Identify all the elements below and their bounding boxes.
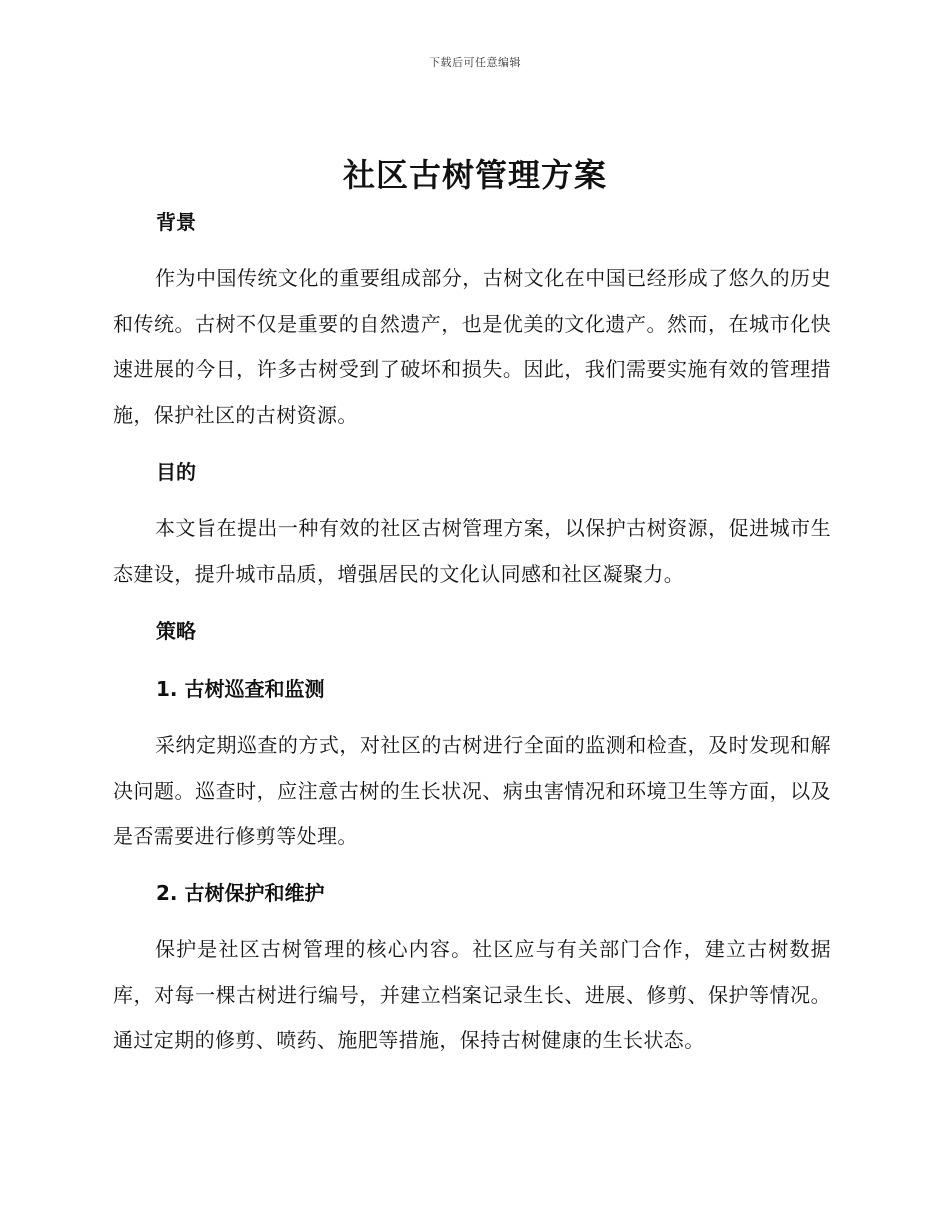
- section-heading: 2. 古树保护和维护: [156, 881, 325, 905]
- section-purpose-body: [113, 506, 831, 597]
- section-heading: 目的: [156, 460, 196, 484]
- section-purpose-heading: [113, 457, 831, 487]
- paragraph: 本文旨在提出一种有效的社区古树管理方案，以保护古树资源，促进城市生态建设，提升城市品质，增强居民的文化认同感和社区凝聚力。: [113, 516, 831, 586]
- document-title: 社区古树管理方案: [342, 156, 607, 194]
- section-item2-heading: [113, 878, 831, 908]
- section-heading: 背景: [156, 210, 196, 234]
- paragraph: 采纳定期巡查的方式，对社区的古树进行全面的监测和检查，及时发现和解决问题。巡查时，应注意古树的生长状况、病虫害情况和环境卫生等方面，以及是否需要进行修剪等处理。: [113, 733, 831, 848]
- section-strategy-heading: [113, 616, 831, 646]
- paragraph: 保护是社区古树管理的核心内容。社区应与有关部门合作，建立古树数据库，对每一棵古树进行编号，并建立档案记录生长、进展、修剪、保护等情况。通过定期的修剪、喷药、施肥等措施，保持古树健康的生长状态。: [113, 937, 831, 1052]
- section-background-body: [113, 256, 831, 438]
- section-item1-heading: [113, 674, 831, 704]
- section-item1-body: [113, 723, 831, 860]
- header-note: 下载后可任意编辑: [429, 56, 521, 69]
- paragraph: 作为中国传统文化的重要组成部分，古树文化在中国已经形成了悠久的历史和传统。古树不仅是重要的自然遗产，也是优美的文化遗产。然而，在城市化快速进展的今日，许多古树受到了破坏和损失。因此，我们需要实施有效的管理措施，保护社区的古树资源。: [113, 266, 831, 427]
- section-heading: 策略: [156, 619, 196, 643]
- section-item2-body: [113, 927, 831, 1064]
- section-heading: 1. 古树巡查和监测: [156, 677, 325, 701]
- section-background-heading: [113, 207, 831, 237]
